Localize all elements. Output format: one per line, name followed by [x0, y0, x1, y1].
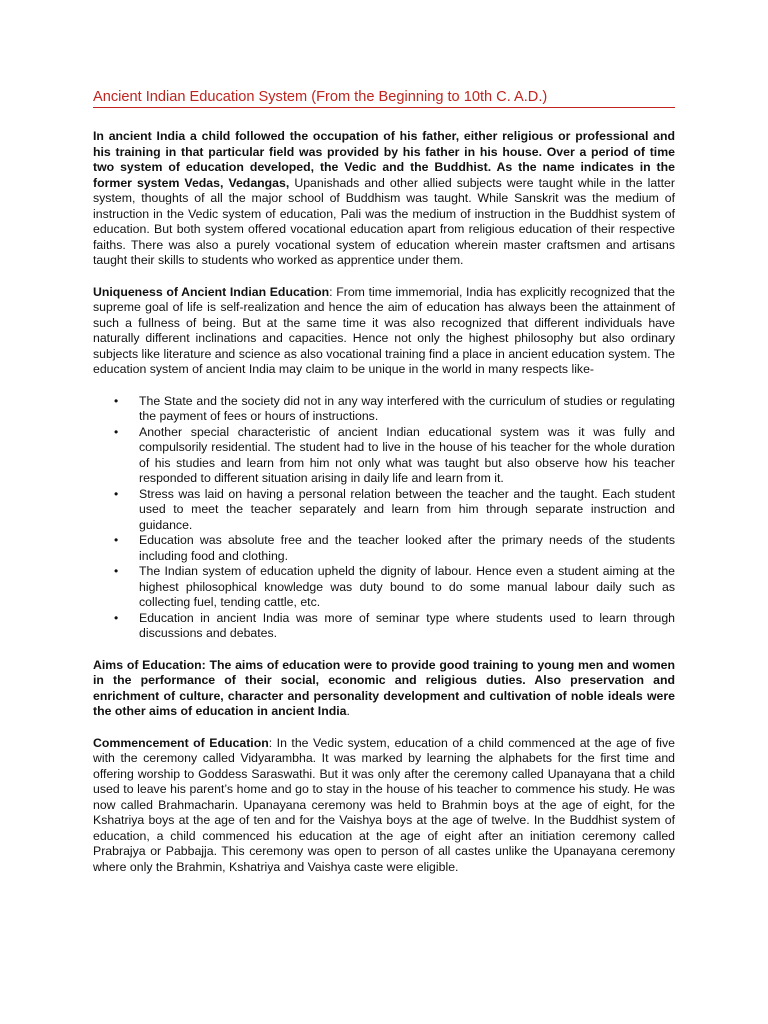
- aims-body: : The aims of education were to provide good training to young men and women in the performance of their social, economic and religious duties. Also preservation and enrichment of culture, character and personality development and cultivation of noble ideals were the other aims of education in ancient India: [93, 657, 675, 718]
- characteristics-list: [93, 394, 675, 642]
- bullet-icon: •: [114, 486, 119, 501]
- intro-paragraph: [93, 129, 675, 269]
- list-item: [114, 610, 675, 642]
- bullet-icon: •: [114, 564, 119, 578]
- aims-end: .: [346, 704, 350, 718]
- commencement-heading: Commencement of Education: [93, 735, 269, 750]
- list-item-text: Another special characteristic of ancient Indian educational system was it was fully and compulsorily residential. The student had to live in the house of his teacher for the whole duration of his studies and learn from him not only what was taught but also observe how his teacher responded to different situation arising in daily life and learn from it.: [139, 424, 675, 485]
- list-item-text: The State and the society did not in any way interfered with the curriculum of studies or regulating the payment of fees or hours of instructions.: [139, 393, 675, 423]
- page-title: Ancient Indian Education System (From the Beginning to 10th C. A.D.): [93, 88, 675, 108]
- uniqueness-text: : From time immemorial, India has explicitly recognized that the supreme goal of life is self-realization and hence the aim of education has always been the attainment of such a fullness of being. But at the same time it was also recognized that different individuals have naturally different inclinations and capacities. Hence not only the highest philosophy but also ordinary subjects like literature and science as also vocational training find a place in ancient education system. The education system of ancient India may claim to be unique in the world in many respects like-: [93, 284, 675, 376]
- intro-bold-text: In ancient India a child followed the occupation of his father, either religious or professional and his training in that particular field was provided by his father in his house. Over a period of time two system of education developed, the Vedic and the Buddhist. As the name indicates in the former system Vedas, Vedangas,: [93, 129, 675, 190]
- uniqueness-heading: Uniqueness of Ancient Indian Education: [93, 284, 330, 299]
- aims-text: [93, 658, 675, 719]
- list-item: [114, 564, 675, 611]
- document-page: [93, 82, 675, 891]
- list-item: [114, 424, 675, 487]
- commencement-paragraph: [93, 736, 675, 876]
- aims-paragraph: [93, 658, 675, 720]
- list-item: [114, 486, 675, 534]
- uniqueness-paragraph: [93, 285, 675, 378]
- intro-text: Upanishads and other allied subjects were taught while in the latter system, thoughts of all the major school of Buddhism was taught. While Sanskrit was the medium of instruction in the Vedic system of education, Pali was the medium of instruction in the Buddhist system of education. But both system offered vocational education apart from religious education of their respective faiths. There was also a purely vocational system of education wherein master craftsmen and artisans taught their skills to students who worked as apprentice under them.: [93, 175, 675, 267]
- bullet-icon: •: [114, 393, 119, 408]
- list-item-text: Education in ancient India was more of seminar type where students used to learn through discussions and debates.: [139, 610, 675, 640]
- bullet-icon: •: [114, 533, 119, 547]
- list-item-text: The Indian system of education upheld the dignity of labour. Hence even a student aiming at the highest philosophical knowledge was duty bound to do some manual labour daily such as collecting fuel, tending cattle, etc.: [139, 564, 675, 609]
- bullet-icon: •: [114, 610, 119, 625]
- aims-heading: Aims of Education: [93, 657, 202, 672]
- list-item: [114, 533, 675, 564]
- list-item-text: Education was absolute free and the teacher looked after the primary needs of the students including food and clothing.: [139, 533, 675, 563]
- commencement-text: : In the Vedic system, education of a child commenced at the age of five with the ceremony called Vidyarambha. It was marked by learning the alphabets for the first time and offering worship to Goddess Saraswathi. But it was only after the ceremony called Upanayana that a child used to leave his parent’s home and go to stay in the house of his teacher to commence his study. He was now called Brahmacharin. Upanayana ceremony was held to Brahmin boys at the age of eight, for the Kshatriya boys at the age of ten and for the Vaishya boys at the age of twelve. In the Buddhist system of education, a child commenced his education at the age of eight after an initiation ceremony called Prabrajya or Pabbajja. This ceremony was open to person of all castes unlike the Upanayana ceremony where only the Brahmin, Kshatriya and Vaishya caste were eligible.: [93, 735, 675, 874]
- list-item-text: Stress was laid on having a personal relation between the teacher and the taught. Each student used to meet the teacher separately and learn from him through separate instruction and guidance.: [139, 486, 675, 532]
- bullet-icon: •: [114, 424, 119, 439]
- list-item: [114, 393, 675, 425]
